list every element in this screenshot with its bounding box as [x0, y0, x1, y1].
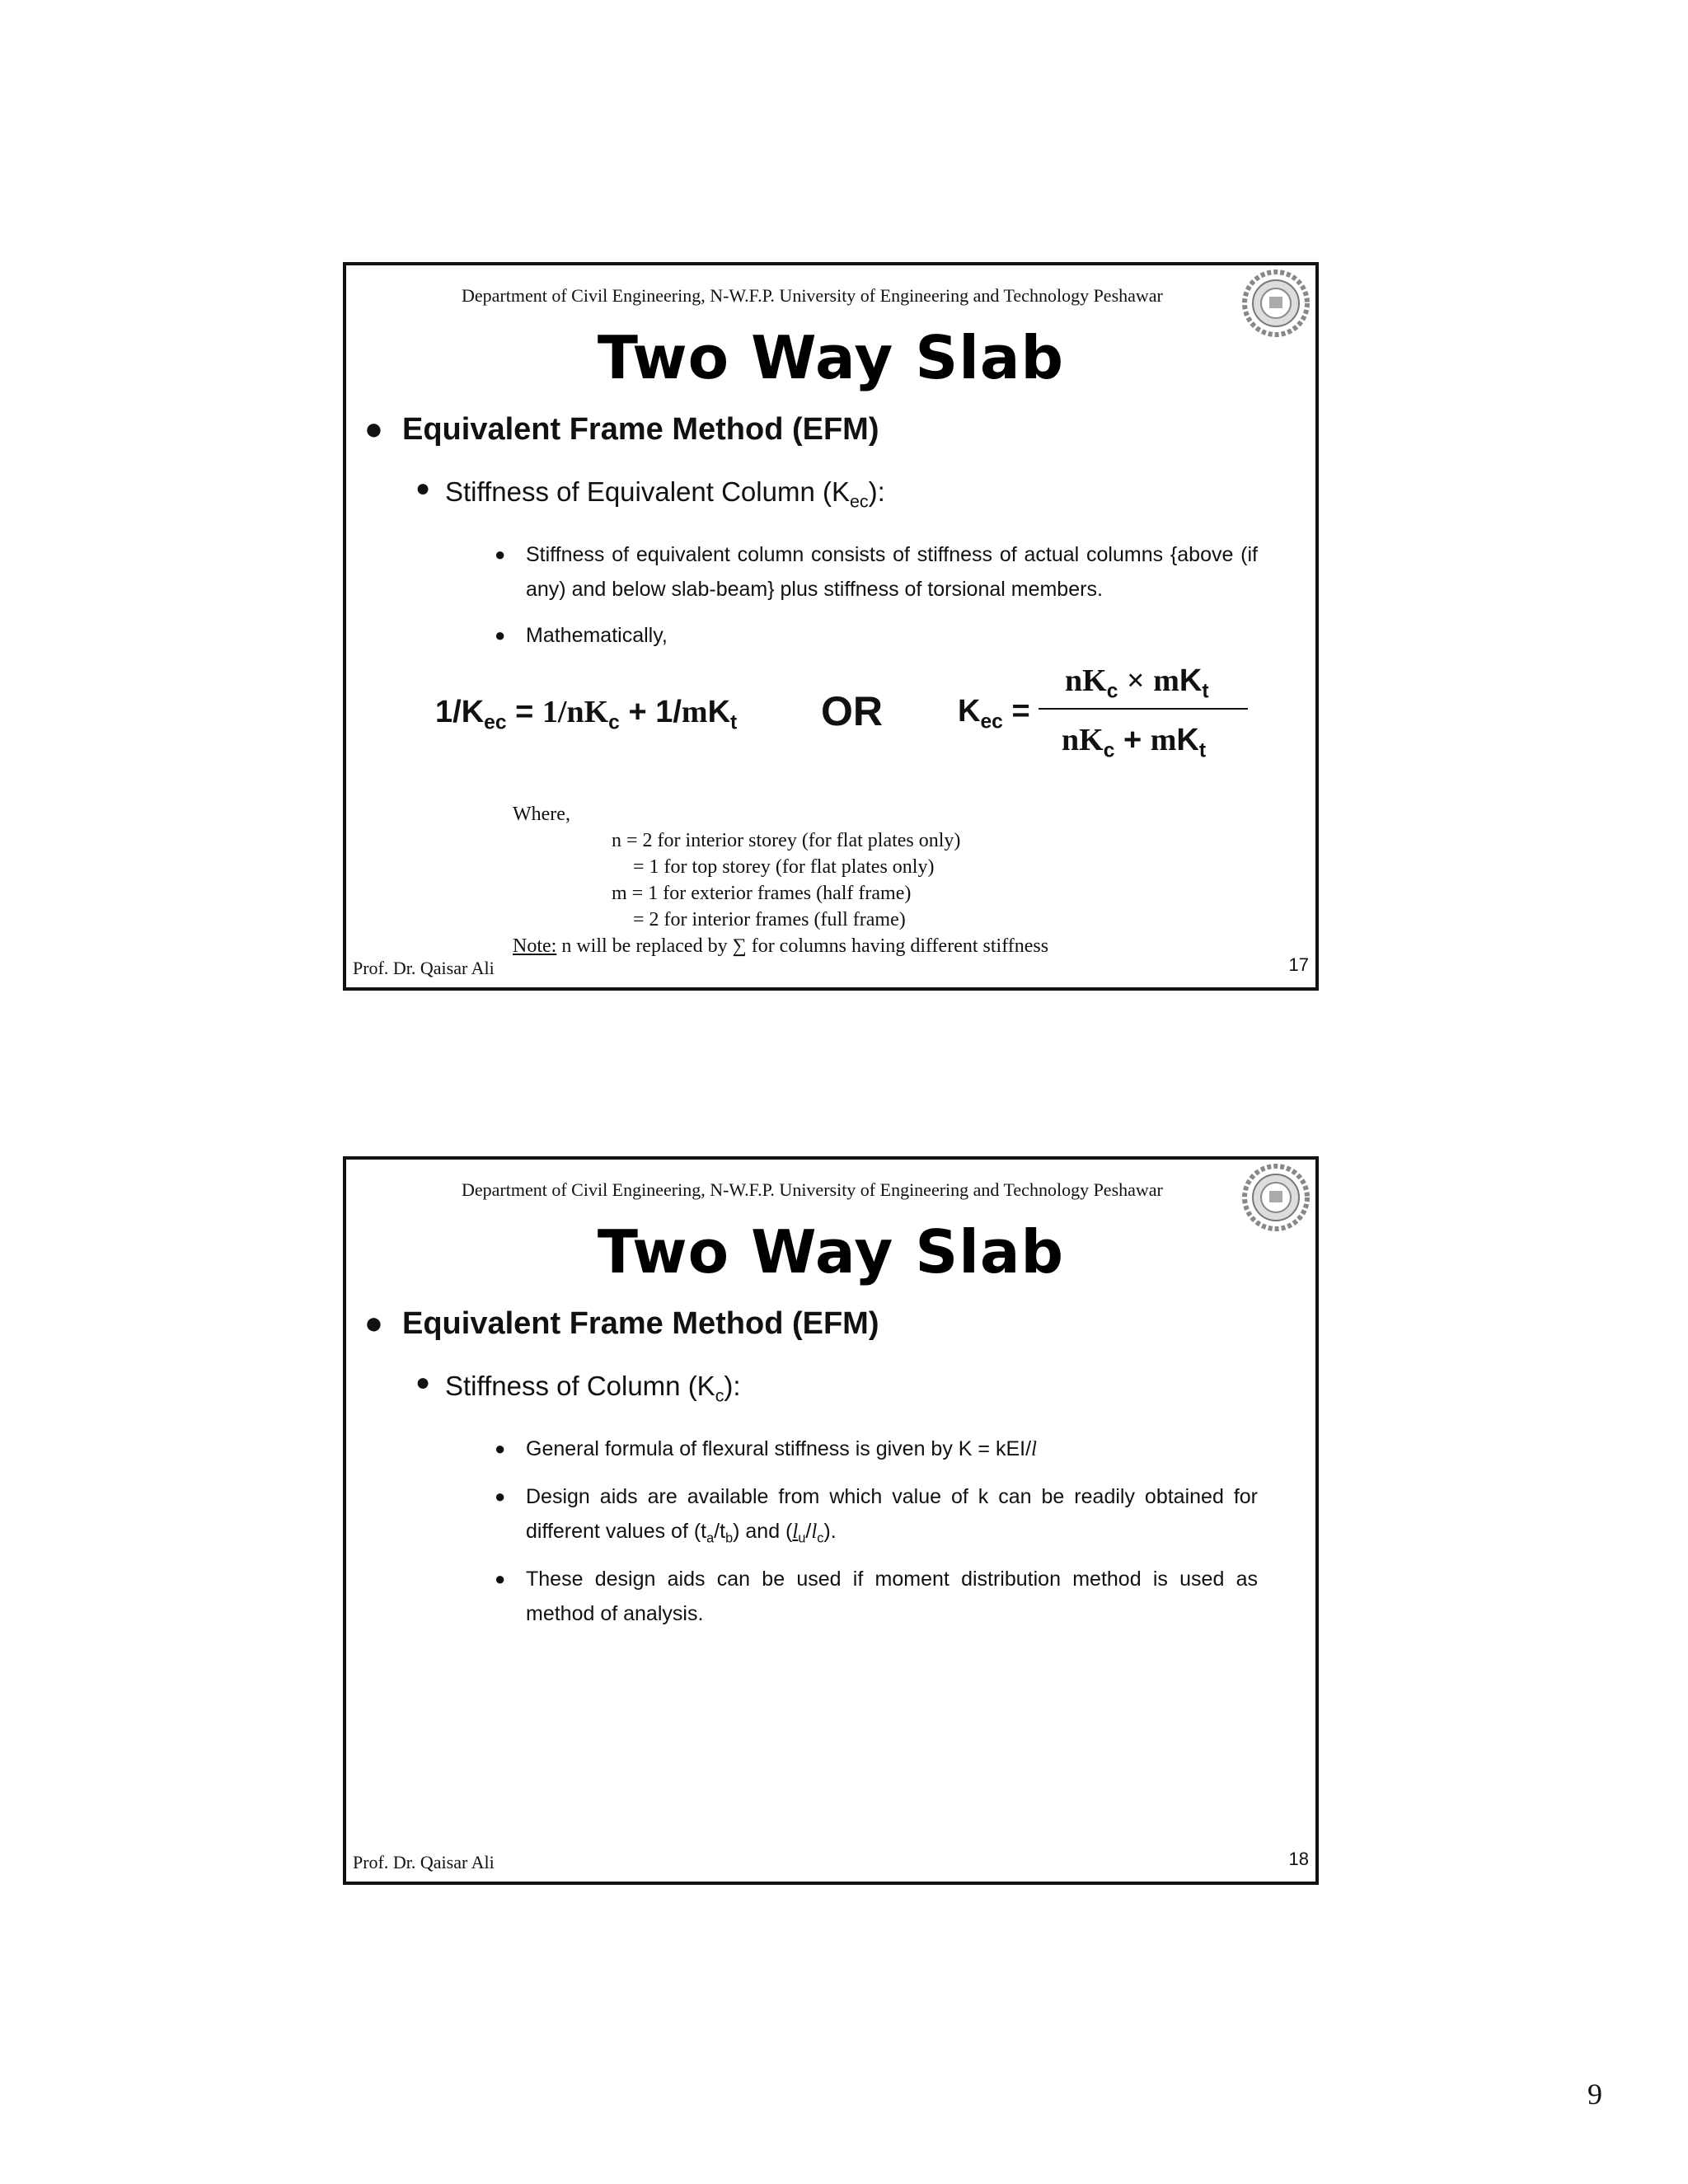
fraction-bar [1039, 708, 1248, 710]
bullet-level1: ● Equivalent Frame Method (EFM) [364, 412, 879, 447]
where-line: n = 2 for interior storey (for flat plates only) [612, 830, 961, 851]
slide-number: 18 [1288, 1849, 1309, 1869]
equation-or: OR [821, 688, 883, 734]
slide-17 [343, 262, 1319, 991]
where-label: Where, [513, 804, 570, 825]
bullet-level2: ● Stiffness of Equivalent Column $(K_{ec})$: [415, 475, 885, 512]
department-header: Department of Civil Engineering, N-W.F.P. University of Engineering and Technology Peshawar [462, 1179, 1163, 1200]
bullet-dot-icon: ● [495, 625, 506, 645]
bullet-dot-icon: ● [495, 1568, 506, 1589]
bullet-level1: ● Equivalent Frame Method (EFM) [364, 1306, 879, 1341]
page-number: 9 [1587, 2078, 1602, 2111]
bullet-level3: ● Mathematically, [526, 618, 1258, 653]
bullet-dot-icon: ● [415, 1369, 431, 1396]
note-line: Note: n will be replaced by ∑ for columns having different stiffness [513, 935, 1049, 957]
bullet-dot-icon: ● [364, 1306, 383, 1341]
where-line: m = 1 for exterior frames (half frame) [612, 883, 912, 904]
bullet-level2: ● Stiffness of Column $(K_c)$: [415, 1369, 741, 1406]
bullet-level3: ● Design aids are available from which value of k can be readily obtained for different values of $(t_a/t_b)$ and $(l_u/l_c)$. [526, 1479, 1258, 1549]
slide-18 [343, 1156, 1319, 1885]
author: Prof. Dr. Qaisar Ali [353, 1852, 495, 1872]
department-header: Department of Civil Engineering, N-W.F.P. University of Engineering and Technology Peshawar [462, 285, 1163, 306]
slide-title: Two Way Slab [597, 1217, 1065, 1286]
author: Prof. Dr. Qaisar Ali [353, 958, 495, 978]
bullet-dot-icon: ● [415, 475, 431, 502]
slide-title: Two Way Slab [597, 323, 1065, 392]
equation-denominator: $nK_c + mK_t$ [1062, 723, 1207, 762]
bullet-level3: ● Stiffness of equivalent column consists of stiffness of actual columns {above (if any) and below slab-beam} plus stiffness of torsional members. [526, 537, 1258, 607]
slide-number: 17 [1288, 954, 1309, 975]
bullet-dot-icon: ● [495, 544, 506, 565]
bullet-dot-icon: ● [495, 1486, 506, 1507]
equation-numerator: $nK_c \times mK_t$ [1065, 663, 1209, 703]
bullet-dot-icon: ● [364, 412, 383, 447]
where-line: = 1 for top storey (for flat plates only) [633, 856, 935, 878]
equation-kec-label: $K_{ec}$ = [958, 694, 1030, 733]
equation-reciprocal: $1/K_{ec} = 1/nK_c + 1/mK_t$ [435, 695, 738, 734]
where-line: = 2 for interior frames (full frame) [633, 909, 906, 930]
bullet-level3: ● General formula of flexural stiffness is given by K = kEI/l [526, 1432, 1258, 1467]
bullet-dot-icon: ● [495, 1438, 506, 1459]
bullet-level3: ● These design aids can be used if moment distribution method is used as method of analysis. [526, 1562, 1258, 1631]
